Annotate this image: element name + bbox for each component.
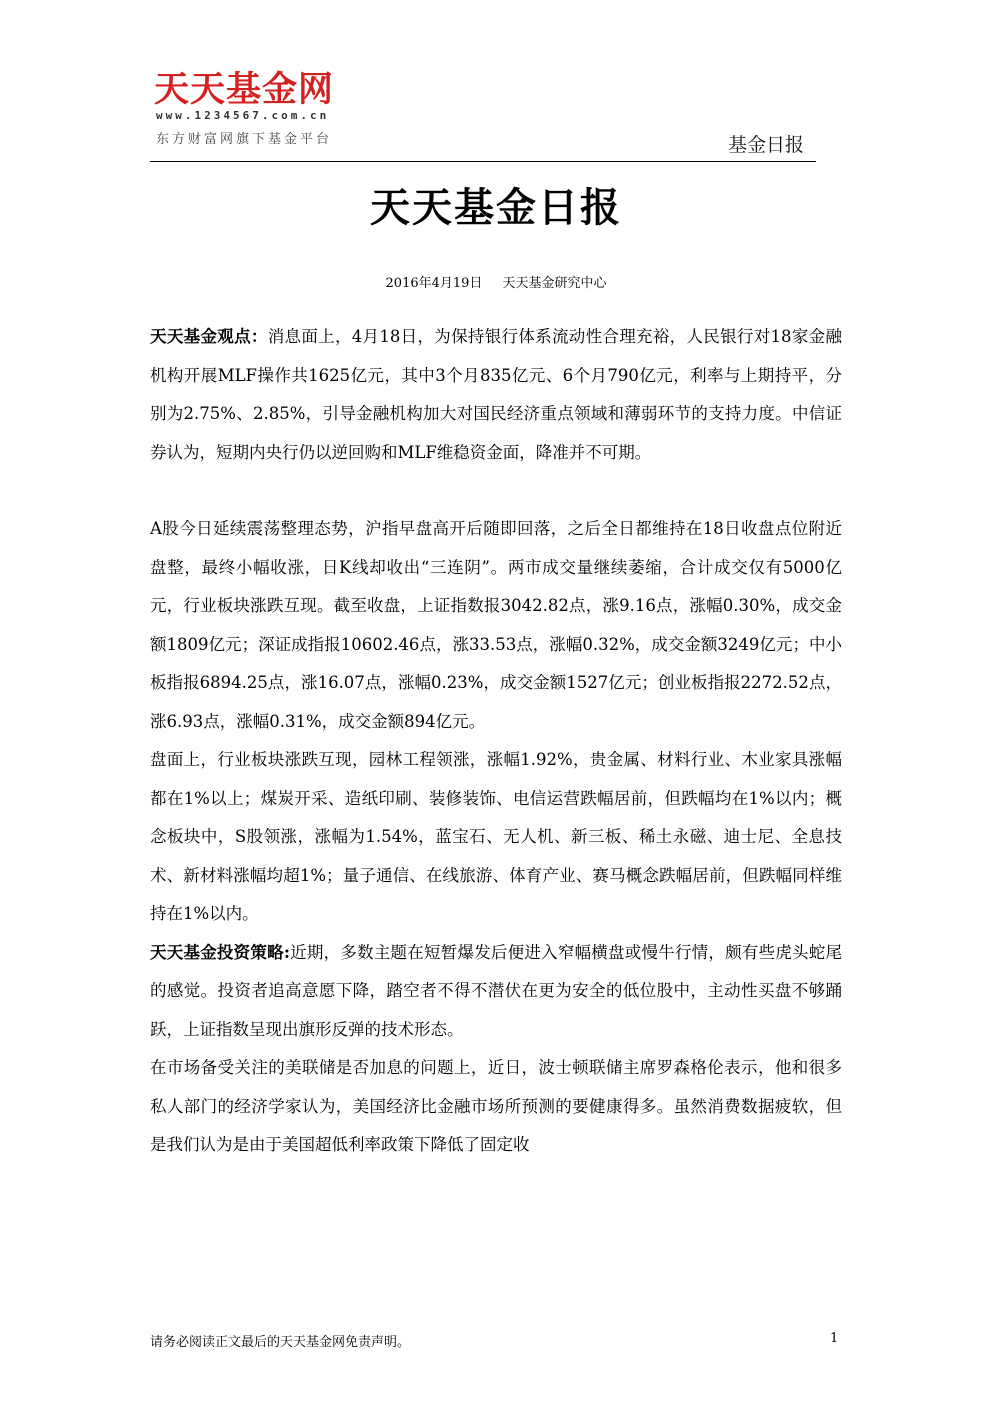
dateline — [0, 272, 992, 291]
report-source: 天天基金研究中心 — [502, 276, 607, 291]
strategy-text: 近期，多数主题在短暂爆发后便进入窄幅横盘或慢牛行情，颇有些虎头蛇尾的感觉。投资者追高意愿下降，踏空者不得不潜伏在更为安全的低位股中，主动性买盘不够踊跃，上证指数呈现出旗形反弹的技术形态。 — [150, 942, 843, 1039]
viewpoint-text: 消息面上，4月18日，为保持银行体系流动性合理充裕，人民银行对18家金融机构开展MLF操作共1625亿元，其中3个月835亿元、6个月790亿元，利率与上期持平，分别为2.75%、2.85%，引导金融机构加大对国民经济重点领域和薄弱环节的支持力度。中信证券认为，短期内央行仍以逆回购和MLF维稳资金面，降准并不可期。 — [150, 327, 842, 462]
header-report-label: 基金日报 — [727, 134, 804, 156]
logo-tagline: 东方财富网旗下基金平台 — [156, 132, 333, 147]
logo-url: www.1234567.com.cn — [156, 109, 330, 122]
disclaimer-note: 请务必阅读正文最后的天天基金网免责声明。 — [150, 1335, 411, 1350]
logo-wordmark: 天天基金网 — [154, 70, 335, 110]
paragraph-viewpoint — [150, 318, 842, 472]
viewpoint-lead: 天天基金观点： — [150, 327, 268, 346]
paragraph-strategy — [150, 934, 842, 1050]
strategy-lead: 天天基金投资策略: — [150, 942, 290, 962]
page-number: 1 — [830, 1331, 839, 1346]
paragraph-fed — [150, 1049, 842, 1165]
paragraph-market-summary — [150, 510, 842, 741]
page-header — [150, 66, 816, 162]
fed-text: 在市场备受关注的美联储是否加息的问题上，近日，波士顿联储主席罗森格伦表示，他和很多私人部门的经济学家认为，美国经济比金融市场所预测的要健康得多。虽然消费数据疲软，但是我们认为是由于美国超低利率政策下降低了固定收 — [150, 1058, 842, 1154]
header-divider — [150, 161, 816, 162]
market-summary-text: A股今日延续震荡整理态势，沪指早盘高开后随即回落，之后全日都维持在18日收盘点位附近盘整，最终小幅收涨，日K线却收出“三连阴”。两市成交量继续萎缩，合计成交仅有5000亿元，行业板块涨跌互现。截至收盘，上证指数报3042.82点，涨9.16点，涨幅0.30%，成交金额1809亿元；深证成指报10602.46点，涨33.53点，涨幅0.32%，成交金额3249亿元；中小板指报6894.25点，涨16.07点，涨幅0.23%，成交金额1527亿元；创业板指报2272.52点，涨6.93点，涨幅0.31%，成交金额894亿元。 — [150, 519, 842, 731]
sector-moves-text: 盘面上，行业板块涨跌互现，园林工程领涨，涨幅1.92%，贵金属、材料行业、木业家具涨幅都在1%以上；煤炭开采、造纸印刷、装修装饰、电信运营跌幅居前，但跌幅均在1%以内；概念板块中，S股领涨，涨幅为1.54%，蓝宝石、无人机、新三板、稀土永磁、迪士尼、全息技术、新材料涨幅均超1%；量子通信、在线旅游、体育产业、赛马概念跌幅居前，但跌幅同样维持在1%以内。 — [150, 750, 842, 923]
paragraph-sector-moves — [150, 741, 842, 934]
article-body — [150, 318, 842, 1165]
page-title: 天天基金日报 — [370, 185, 622, 231]
report-date: 2016年4月19日 — [385, 276, 483, 291]
